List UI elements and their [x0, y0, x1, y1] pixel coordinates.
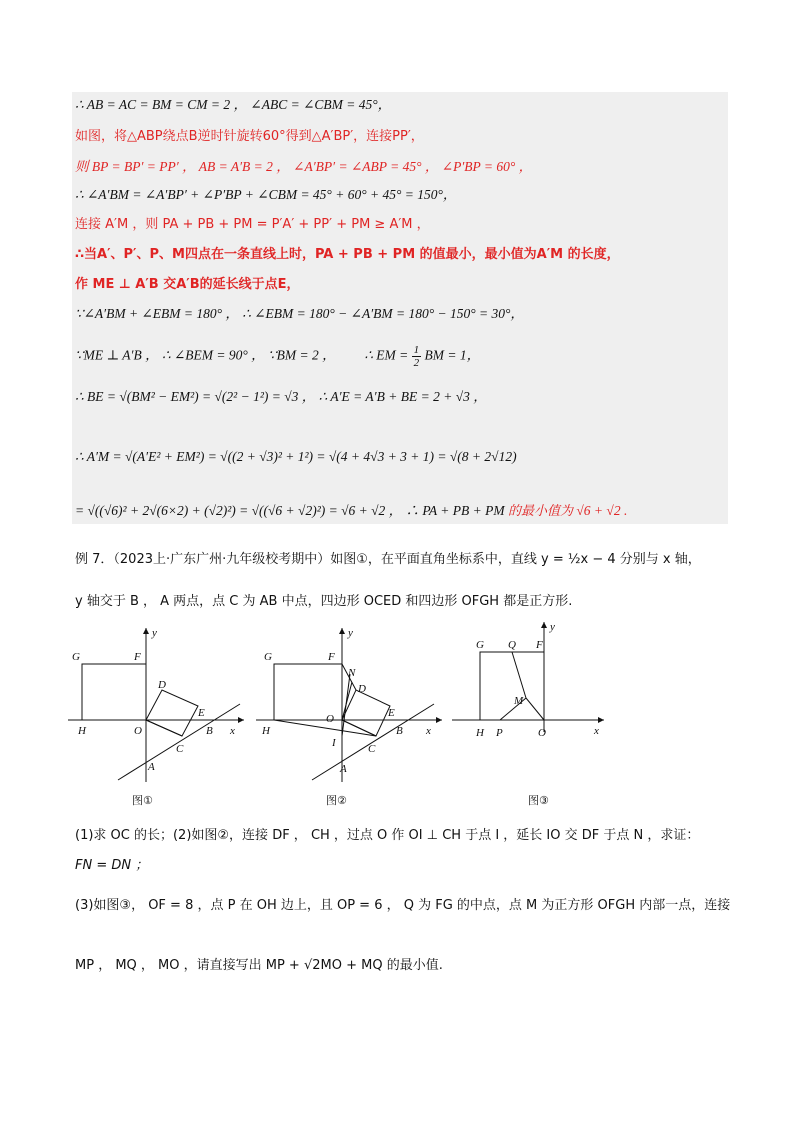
fig3-label-M: M	[514, 695, 524, 707]
solution-line-1: ∴ AB = AC = BM = CM = 2 ， ∠ABC = ∠CBM = 45°，	[75, 97, 392, 112]
problem-part-1: (1)求 OC 的长；(2)如图②，连接 DF ， CH ，过点 O 作 OI ⊥ CH 于点 I ，延长 IO 交 DF 于点 N ，求证：	[75, 828, 700, 843]
solution-line-7: 作 ME ⊥ A′B 交A′B的延长线于点E，	[75, 277, 300, 292]
fig3-label-y: y	[550, 621, 555, 633]
fig3-label-O: O	[538, 727, 546, 739]
fraction-half: $\frac{1}{2}$	[413, 344, 420, 369]
problem-intro-2: y 轴交于 B ， A 两点，点 C 为 AB 中点，四边形 OCED 和四边形 OFGH 都是正方形.	[75, 594, 573, 609]
solution-line-9a: ∵ME ⊥ A′B ， ∴ ∠BEM = 90° ， ∵BM = 2 ，	[75, 347, 336, 363]
fig1-caption: 图①	[132, 794, 153, 807]
fig3-label-Q: Q	[508, 639, 516, 651]
fig2-label-N: N	[348, 667, 356, 679]
fig1-label-H: H	[78, 725, 86, 737]
solution-line-12c: 的最小值为	[508, 504, 574, 519]
fig2-label-I: I	[332, 737, 336, 749]
solution-line-12a: = √((√6)² + 2√(6×2) + (√2)²) = √((√6 + √2)²) = √6 + √2 ，	[75, 503, 403, 518]
solution-line-3: 则 BP = BP′ = PP′ ， AB = A′B = 2 ， ∠A′BP′ = ∠ABP = 45° ， ∠P′BP = 60° ，	[75, 159, 533, 174]
fig2-label-G: G	[264, 651, 272, 663]
fig1-label-D: D	[158, 679, 166, 691]
figure-2	[256, 622, 446, 812]
fig2-label-C: C	[368, 743, 376, 755]
solution-line-8: ∵∠A′BM + ∠EBM = 180° ， ∴ ∠EBM = 180° − ∠A′BM = 180° − 150° = 30°，	[75, 306, 524, 321]
solution-line-12	[75, 502, 627, 521]
solution-line-12d: √6 + √2 .	[576, 503, 628, 518]
solution-line-6: ∴当A′、P′、P、M四点在一条直线上时，PA + PB + PM 的值最小，最小值为A′M 的长度，	[75, 247, 620, 262]
fig1-label-G: G	[72, 651, 80, 663]
fig2-label-A: A	[340, 763, 347, 775]
fig2-label-D: D	[358, 683, 366, 695]
fig2-caption: 图②	[326, 794, 347, 807]
solution-line-2: 如图，将△ABP绕点B逆时针旋转60°得到△A′BP′，连接PP′，	[75, 129, 424, 144]
problem-part-3b: MP ， MQ ， MO ，请直接写出 MP + √2MO + MQ 的最小值.	[75, 958, 443, 973]
fig1-label-O: O	[134, 725, 142, 737]
figure-1	[68, 622, 248, 812]
fig1-label-E: E	[198, 707, 205, 719]
fig2-label-F: F	[328, 651, 335, 663]
fig1-label-x: x	[230, 725, 235, 737]
solution-line-10: ∴ BE = √(BM² − EM²) = √(2² − 1²) = √3 ， ∴ A′E = A′B + BE = 2 + √3 ，	[75, 389, 487, 404]
solution-line-12b: ∴ PA + PB + PM	[405, 503, 508, 518]
fig3-label-x: x	[594, 725, 599, 737]
problem-intro-1: 例 7．（2023上·广东广州·九年级校考期中）如图①，在平面直角坐标系中，直线 y = ½x − 4 分别与 x 轴，	[75, 552, 701, 567]
fig2-label-H: H	[262, 725, 270, 737]
solution-line-5: 连接 A′M ，则 PA + PB + PM = P′A′ + PP′ + PM ≥ A′M ，	[75, 217, 430, 232]
fig2-label-E: E	[388, 707, 395, 719]
problem-part-1b: FN = DN ；	[75, 858, 149, 873]
fig1-label-F: F	[134, 651, 141, 663]
figure-3	[452, 614, 612, 812]
fig3-label-H: H	[476, 727, 484, 739]
fig3-label-P: P	[496, 727, 503, 739]
fig1-label-B: B	[206, 725, 213, 737]
fig2-label-y: y	[348, 627, 353, 639]
solution-line-4: ∴ ∠A′BM = ∠A′BP′ + ∠P′BP + ∠CBM = 45° + 60° + 45° = 150°，	[75, 187, 457, 202]
solution-line-9b: ∴ EM =	[364, 347, 412, 363]
problem-part-3: (3)如图③， OF = 8 ，点 P 在 OH 边上，且 OP = 6 ， Q 为 FG 的中点，点 M 为正方形 OFGH 内部一点，连接	[75, 898, 731, 913]
fig1-label-y: y	[152, 627, 157, 639]
fig2-label-x: x	[426, 725, 431, 737]
fig3-caption: 图③	[528, 794, 549, 807]
fig1-label-C: C	[176, 743, 184, 755]
solution-line-11: ∴ A′M = √(A′E² + EM²) = √((2 + √3)² + 1²) = √(4 + 4√3 + 3 + 1) = √(8 + 2√12)	[75, 449, 517, 464]
fig3-label-G: G	[476, 639, 484, 651]
solution-line-9	[75, 344, 480, 369]
fig2-label-B: B	[396, 725, 403, 737]
fig2-label-O: O	[326, 713, 334, 725]
fig1-label-A: A	[148, 761, 155, 773]
fig3-label-F: F	[536, 639, 543, 651]
solution-line-9c: BM = 1，	[424, 347, 481, 363]
